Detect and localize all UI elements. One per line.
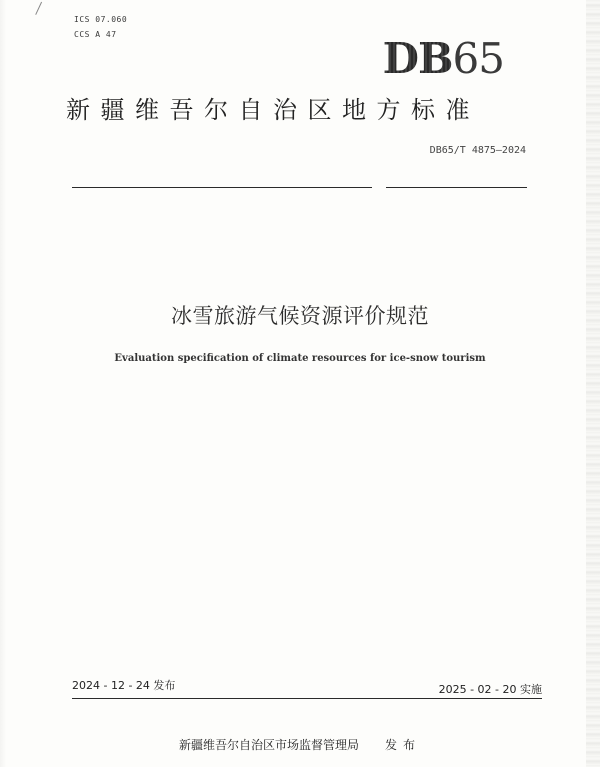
- header-divider: [72, 187, 527, 188]
- issuer-line: [0, 736, 600, 753]
- issuing-authority: 新疆维吾尔自治区市场监督管理局: [178, 738, 359, 752]
- release-label: 发布: [385, 738, 422, 752]
- db-logo: [383, 36, 504, 82]
- footer-divider: [72, 698, 542, 699]
- classification-codes: [74, 12, 127, 42]
- standard-number: DB65/T 4875—2024: [429, 145, 526, 156]
- issue-date: 2024 - 12 - 24 发布: [72, 679, 176, 692]
- scan-edge-left: [0, 0, 6, 767]
- db-logo-number: 65: [452, 34, 504, 83]
- scan-mark: [35, 2, 45, 16]
- divider-gap: [372, 184, 386, 190]
- ccs-code: CCS A 47: [74, 30, 117, 39]
- scan-edge-right: [586, 0, 600, 767]
- document-title-chinese: 冰雪旅游气候资源评价规范: [171, 304, 429, 328]
- standard-category: 新疆维吾尔自治区地方标准: [66, 96, 480, 124]
- implementation-date: 2025 - 02 - 20 实施: [438, 683, 542, 696]
- db-logo-letters: DB: [382, 34, 453, 83]
- ics-code: ICS 07.060: [74, 15, 128, 24]
- document-title-english: Evaluation specification of climate resources for ice-snow tourism: [114, 353, 486, 364]
